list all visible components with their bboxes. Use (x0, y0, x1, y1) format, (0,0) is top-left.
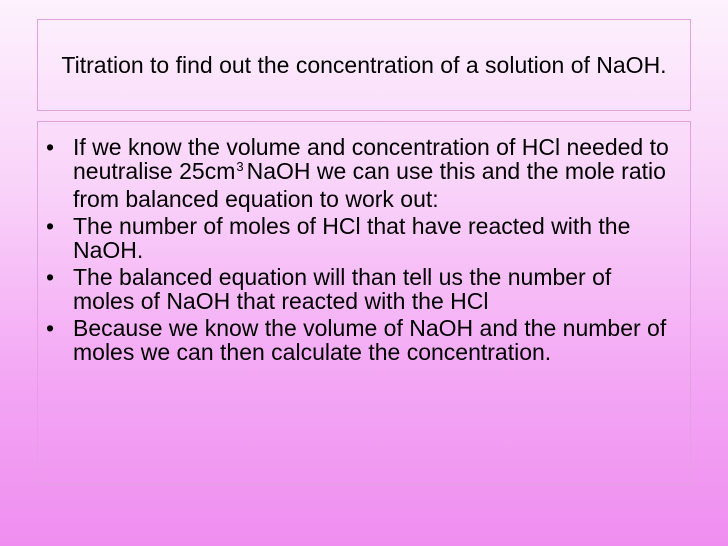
bullet-text-1-part-2: NaOH we can use this and the mole ratio from balanced equation to work out: (73, 158, 666, 212)
content-placeholder (37, 121, 691, 485)
bullet-item-4 (46, 316, 678, 364)
title-placeholder (37, 19, 691, 111)
bullet-icon: • (46, 134, 55, 160)
bullet-item-3 (46, 265, 678, 313)
bullet-list (46, 135, 678, 364)
bullet-icon: • (46, 213, 55, 239)
bullet-item-1 (46, 135, 678, 211)
bullet-text-2: The number of moles of HCl that have reacted with the NaOH. (73, 213, 631, 263)
bullet-icon: • (46, 264, 55, 290)
superscript-3: 3 (236, 159, 244, 174)
bullet-text-1-part-1: If we know the volume and concentration of HCl needed to neutralise 25cm (73, 134, 669, 184)
bullet-text-3: The balanced equation will than tell us the number of moles of NaOH that reacted with the HCl (73, 264, 612, 314)
slide-title: Titration to find out the concentration of a solution of NaOH. (61, 52, 667, 78)
bullet-text-4: Because we know the volume of NaOH and the number of moles we can then calculate the concentration. (73, 315, 667, 365)
bullet-item-2 (46, 214, 678, 262)
bullet-icon: • (46, 315, 55, 341)
